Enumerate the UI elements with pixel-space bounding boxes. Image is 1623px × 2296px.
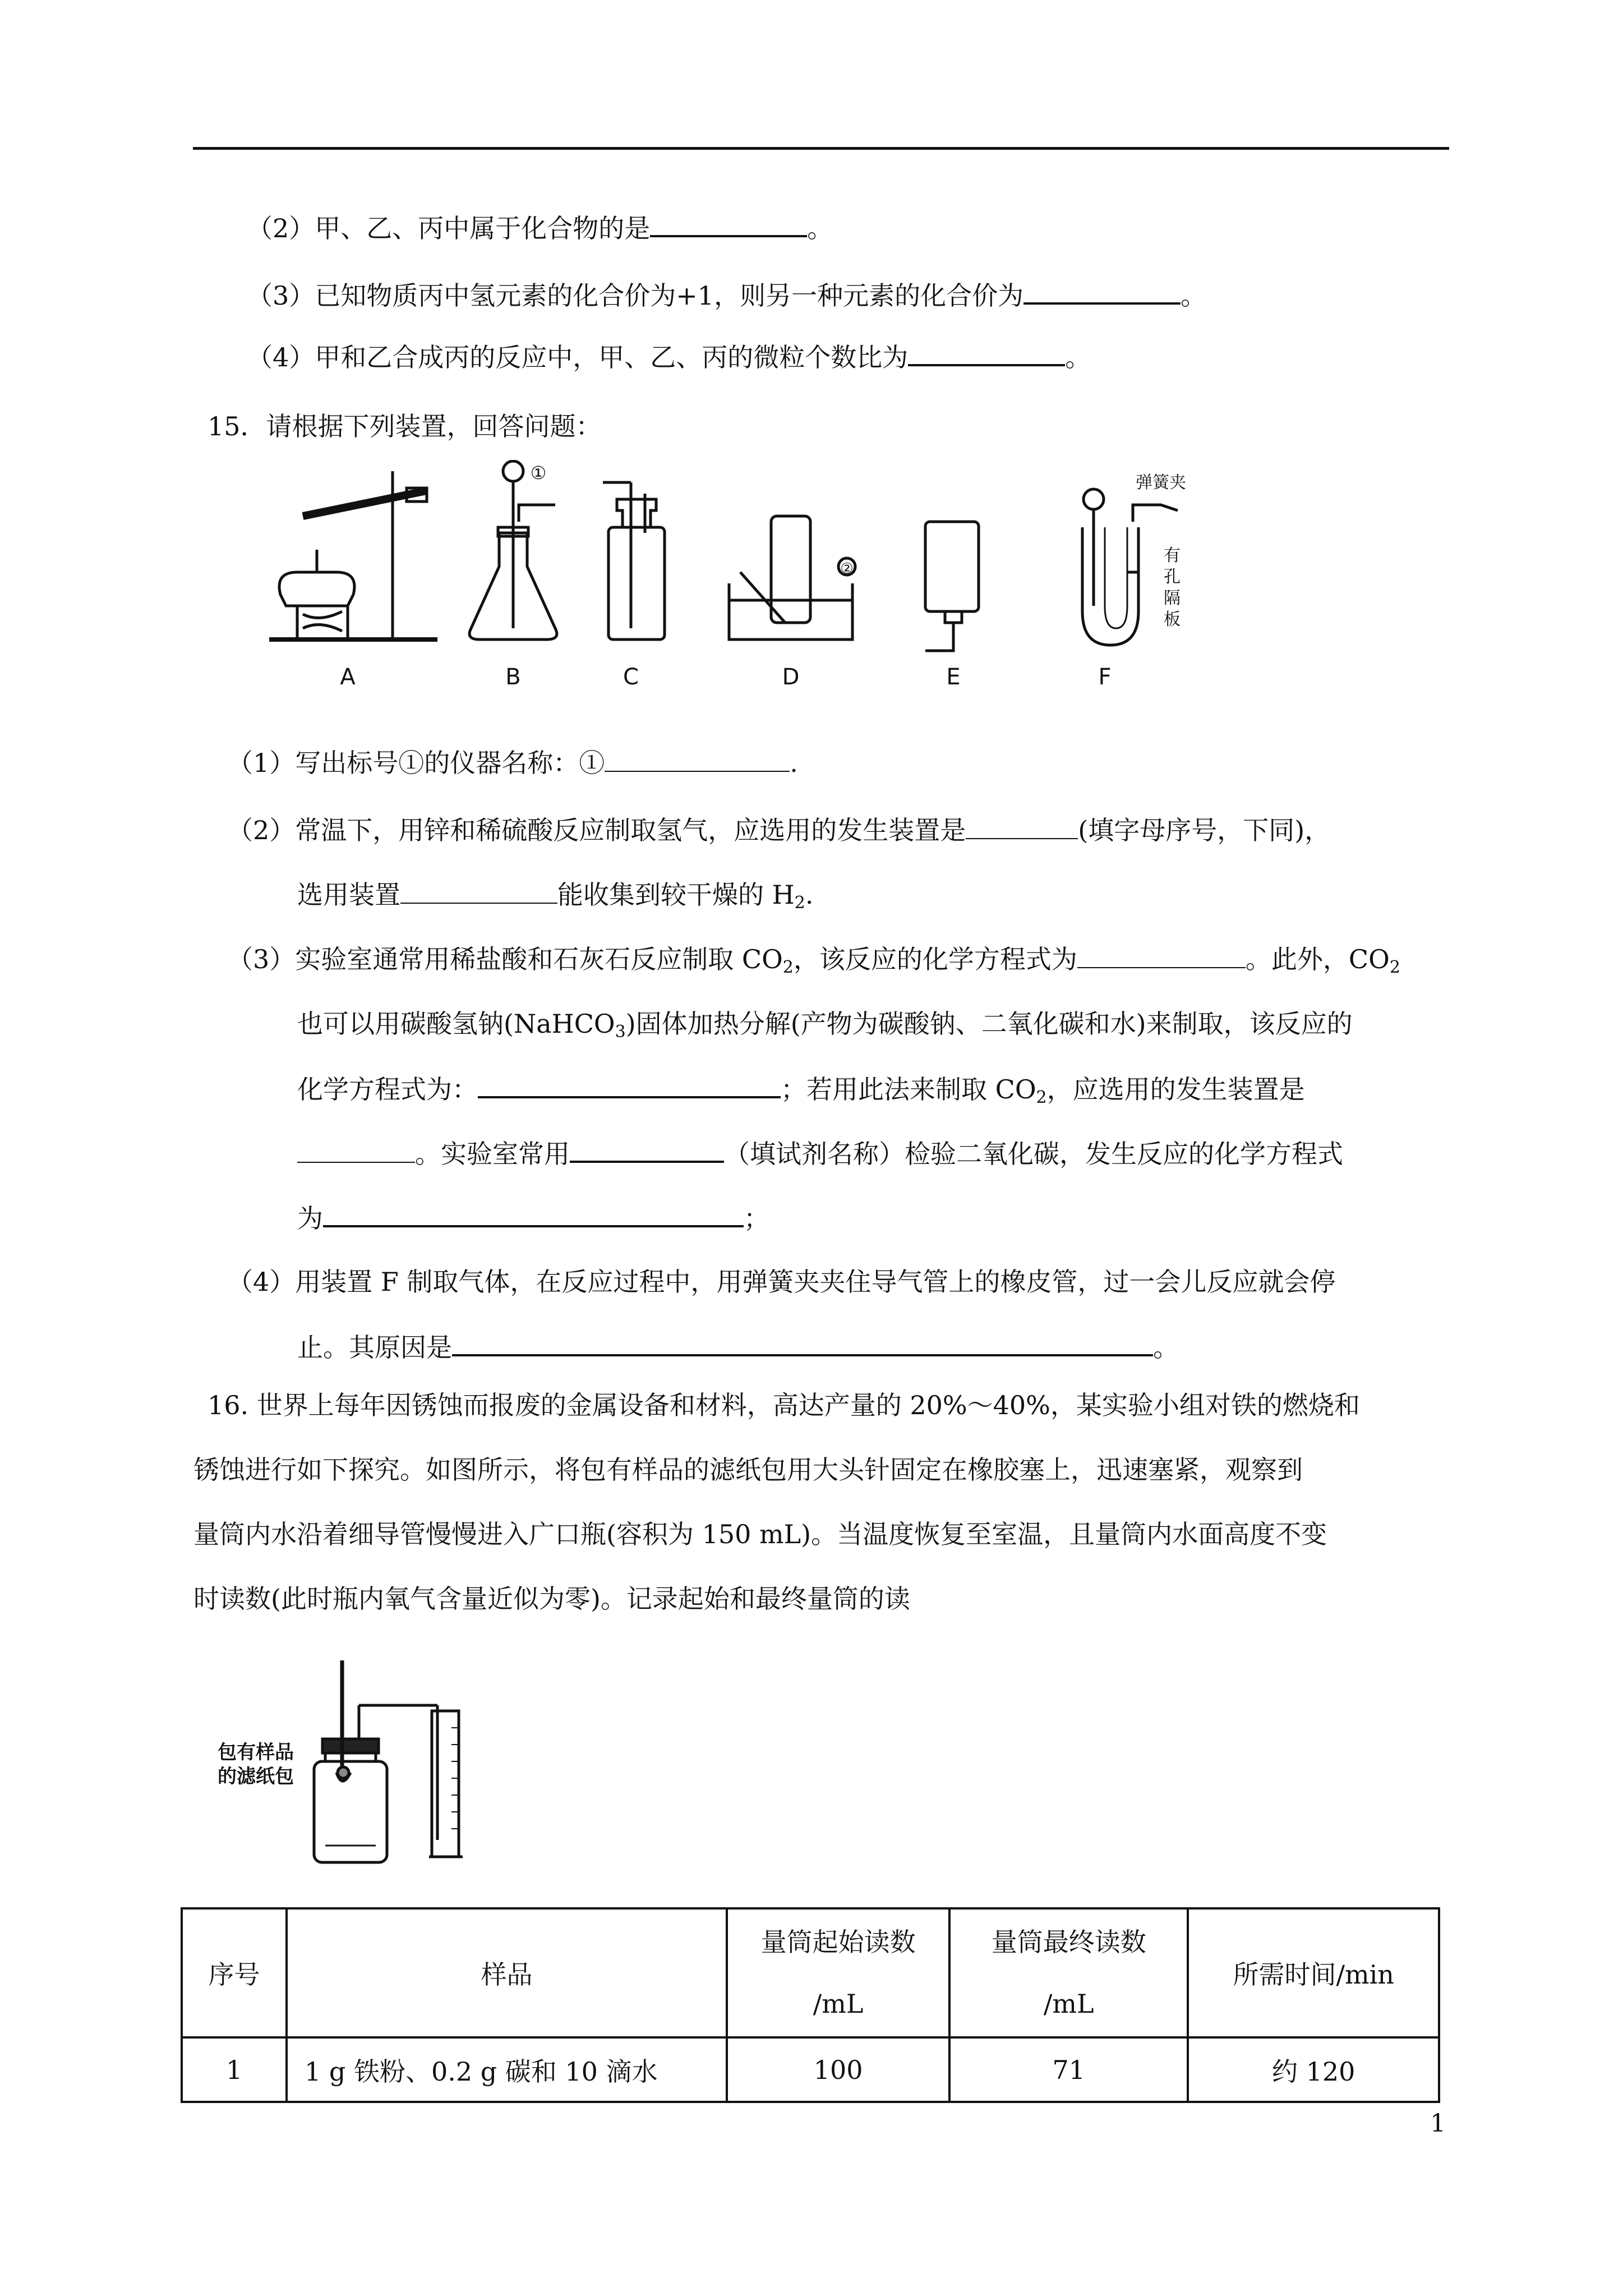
header-rule bbox=[193, 147, 1449, 150]
label-b: B bbox=[505, 664, 521, 690]
header-time: 所需时间/min bbox=[1188, 1908, 1439, 2037]
q14-part3: （3）已知物质丙中氢元素的化合价为+1，则另一种元素的化合价为 。 bbox=[247, 278, 1206, 312]
label-a: A bbox=[340, 664, 356, 690]
q15-part1: （1）写出标号①的仪器名称：① . bbox=[227, 746, 798, 780]
answer-blank[interactable] bbox=[605, 746, 790, 772]
q16-line1: 16. 世界上每年因锈蚀而报废的金属设备和材料，高达产量的 20%～40%，某实验小组对铁的燃烧和 bbox=[208, 1390, 1360, 1420]
q16-line3: 量筒内水沿着细导管慢慢进入广口瓶(容积为 150 mL)。当温度恢复至室温，且量筒内水面高度不变 bbox=[193, 1519, 1327, 1549]
partition-label-4: 板 bbox=[1164, 610, 1181, 629]
q16-line2: 锈蚀进行如下探究。如图所示，将包有样品的滤纸包用大头针固定在橡胶塞上，迅速塞紧，观察到 bbox=[193, 1455, 1303, 1485]
cell-start-reading: 100 bbox=[727, 2037, 949, 2102]
answer-blank[interactable] bbox=[478, 1071, 781, 1098]
answer-blank[interactable] bbox=[650, 210, 807, 237]
q15-part3-line2: 也可以用碳酸氢钠(NaHCO$_3$)固体加热分解(产物为碳酸钠、二氧化碳和水)来制取，该反应的 bbox=[297, 1009, 1353, 1042]
answer-blank[interactable] bbox=[323, 1200, 744, 1227]
q15-part2-line1: （2）常温下，用锌和稀硫酸反应制取氢气，应选用的发生装置是 (填字母序号，下同)， bbox=[227, 813, 1330, 847]
experiment-figure bbox=[213, 1655, 494, 1868]
label-e: E bbox=[946, 664, 961, 690]
apparatus-c bbox=[603, 482, 665, 639]
header-start-reading: 量筒起始读数 /mL bbox=[727, 1908, 949, 2037]
filter-paper-label-1: 包有样品 bbox=[218, 1741, 294, 1764]
cell-sample: 1 g 铁粉、0.2 g 碳和 10 滴水 bbox=[287, 2037, 727, 2102]
label-c: C bbox=[623, 664, 639, 690]
header-sample: 样品 bbox=[287, 1908, 727, 2037]
table-header-row bbox=[182, 1908, 1439, 2037]
q15-part3-line5: 为 ； bbox=[297, 1200, 769, 1235]
marker-1: ① bbox=[530, 462, 547, 484]
apparatus-figure bbox=[264, 460, 1228, 696]
q15-part4-line2: 止。其原因是 。 bbox=[297, 1329, 1179, 1364]
q15-part2-line2: 选用装置 能收集到较干燥的 $H_2$. bbox=[297, 878, 813, 920]
answer-blank[interactable] bbox=[400, 878, 557, 904]
cell-index: 1 bbox=[182, 2037, 287, 2102]
header-index: 序号 bbox=[182, 1908, 287, 2037]
answer-blank[interactable] bbox=[966, 813, 1078, 839]
label-f: F bbox=[1098, 664, 1112, 690]
answer-blank[interactable] bbox=[297, 1137, 415, 1163]
apparatus-a bbox=[269, 471, 437, 639]
header-final-reading: 量筒最终读数 /mL bbox=[949, 1908, 1188, 2037]
cell-final-reading: 71 bbox=[949, 2037, 1188, 2102]
label-d: D bbox=[782, 664, 800, 690]
apparatus-b bbox=[469, 461, 557, 639]
apparatus-d bbox=[729, 516, 855, 639]
marker-2: ② bbox=[840, 560, 854, 577]
q15-part4-line1: （4）用装置 F 制取气体，在反应过程中，用弹簧夹夹住导气管上的橡皮管，过一会儿反应就会停 bbox=[227, 1267, 1336, 1297]
table-row bbox=[182, 2037, 1439, 2102]
partition-label-1: 有 bbox=[1164, 546, 1181, 565]
q15-part3-line3: 化学方程式为： ；若用此法来制取 $CO_2$，应选用的发生装置是 bbox=[297, 1071, 1305, 1115]
answer-blank[interactable] bbox=[452, 1329, 1153, 1356]
answer-blank[interactable] bbox=[1023, 278, 1181, 305]
cell-time: 约 120 bbox=[1188, 2037, 1439, 2102]
partition-label-2: 孔 bbox=[1164, 567, 1181, 587]
answer-blank[interactable] bbox=[570, 1136, 724, 1163]
q14-part2: （2）甲、乙、丙中属于化合物的是 。 bbox=[247, 210, 833, 245]
answer-blank[interactable] bbox=[908, 339, 1065, 366]
filter-paper-label-2: 的滤纸包 bbox=[218, 1765, 294, 1788]
partition-label-3: 隔 bbox=[1164, 588, 1181, 608]
results-table bbox=[181, 1907, 1440, 2103]
q15-title: 15．请根据下列装置，回答问题： bbox=[208, 411, 602, 441]
apparatus-e bbox=[925, 522, 979, 651]
q14-part4: （4）甲和乙合成丙的反应中，甲、乙、丙的微粒个数比为 。 bbox=[247, 339, 1091, 374]
page-number: 1 bbox=[1430, 2109, 1446, 2138]
spring-clip-label: 弹簧夹 bbox=[1136, 473, 1186, 493]
q16-line4: 时读数(此时瓶内氧气含量近似为零)。记录起始和最终量筒的读 bbox=[193, 1584, 910, 1614]
q15-part3-line1: （3）实验室通常用稀盐酸和石灰石反应制取 $CO_2$，该反应的化学方程式为 。此外，$CO_2$ bbox=[227, 942, 1400, 984]
answer-blank[interactable] bbox=[1077, 942, 1246, 968]
q15-part3-line4: 。实验室常用 （填试剂名称）检验二氧化碳，发生反应的化学方程式 bbox=[297, 1136, 1343, 1171]
